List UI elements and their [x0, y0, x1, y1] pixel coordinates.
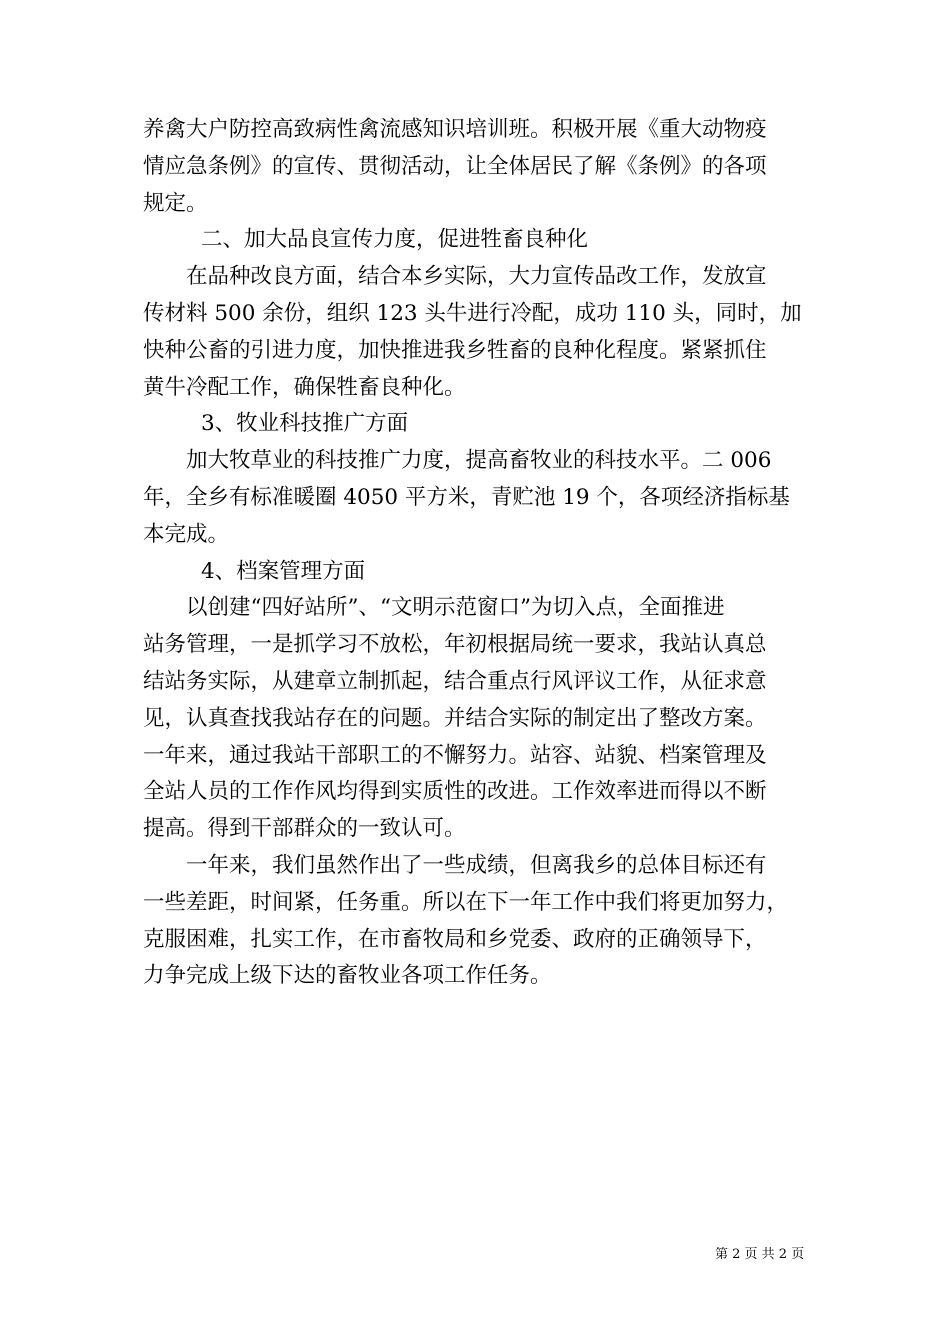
text-line: 结站务实际，从建章立制抓起，结合重点行风评议工作，从征求意 — [143, 668, 767, 694]
text-line: 养禽大户防控高致病性禽流感知识培训班。积极开展《重大动物疫 — [143, 117, 767, 142]
section-heading: 4、档案管理方面 — [201, 558, 366, 584]
paragraph-first-line: 一年来，我们虽然作出了一些成绩，但离我乡的总体目标还有 — [186, 852, 767, 878]
section-heading: 二、加大品良宣传力度，促进牲畜良种化 — [201, 227, 589, 253]
text-line: 提高。得到干部群众的一致认可。 — [143, 816, 466, 842]
text-line: 年，全乡有标准暖圈 4050 平方米，青贮池 19 个，各项经济指标基 — [143, 484, 790, 510]
page-number: 第 2 页 共 2 页 — [715, 1247, 805, 1262]
text-line: 见，认真查找我站存在的问题。并结合实际的制定出了整改方案。 — [143, 705, 767, 731]
section-heading: 3、牧业科技推广方面 — [201, 411, 409, 437]
document-body — [143, 112, 823, 995]
text-line: 本完成。 — [143, 521, 230, 547]
paragraph-first-line: 加大牧草业的科技推广力度，提高畜牧业的科技水平。二 006 — [186, 448, 772, 474]
text-line: 情应急条例》的宣传、贯彻活动，让全体居民了解《条例》的各项 — [143, 153, 767, 179]
text-line: 克服困难，扎实工作，在市畜牧局和乡党委、政府的正确领导下， — [143, 926, 767, 952]
paragraph-first-line: 以创建“四好站所”、“文明示范窗口”为切入点，全面推进 — [186, 595, 725, 621]
text-line: 全站人员的工作作风均得到实质性的改进。工作效率进而得以不断 — [143, 779, 767, 805]
text-line: 一些差距，时间紧，任务重。所以在下一年工作中我们将更加努力， — [143, 889, 789, 915]
text-line: 一年来，通过我站干部职工的不懈努力。站容、站貌、档案管理及 — [143, 742, 767, 768]
text-line: 黄牛冷配工作，确保牲畜良种化。 — [143, 374, 466, 400]
text-line: 站务管理，一是抓学习不放松，年初根据局统一要求，我站认真总 — [143, 632, 767, 658]
text-line: 传材料 500 余份，组织 123 头牛进行冷配，成功 110 头，同时，加 — [143, 300, 802, 326]
text-line: 规定。 — [143, 190, 208, 216]
text-line: 力争完成上级下达的畜牧业各项工作任务。 — [143, 963, 552, 989]
paragraph-first-line: 在品种改良方面，结合本乡实际，大力宣传品改工作，发放宣 — [186, 264, 767, 290]
text-line: 快种公畜的引进力度，加快推进我乡牲畜的良种化程度。紧紧抓住 — [143, 337, 767, 363]
